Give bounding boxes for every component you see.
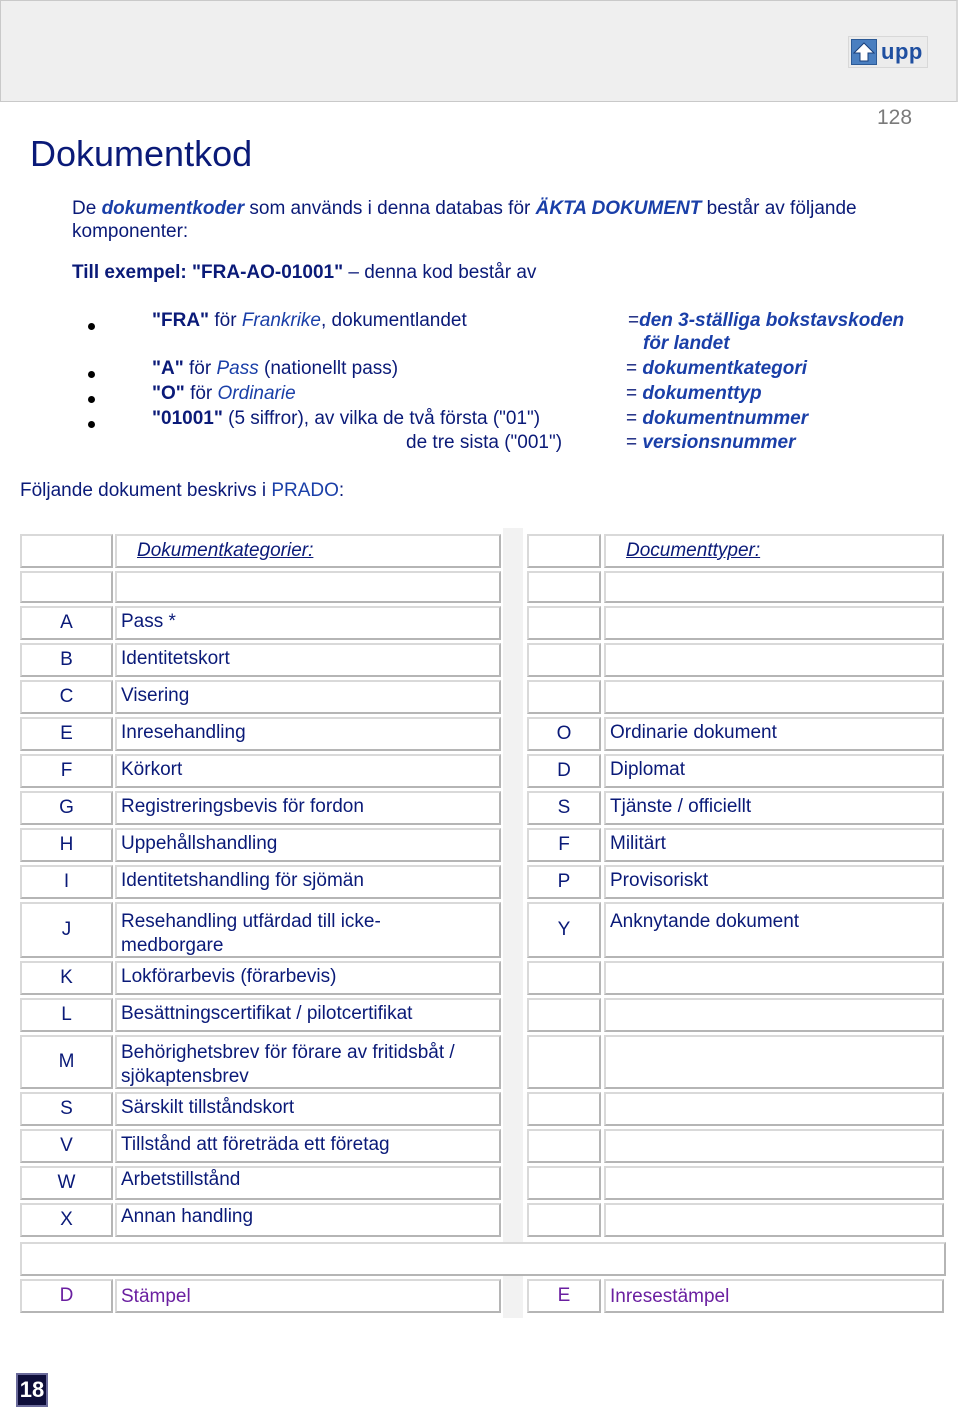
table-cell-empty [527, 680, 601, 714]
example-text: – denna kod består av [343, 262, 537, 283]
type-code: D [527, 754, 601, 788]
table-cell-empty [604, 1166, 944, 1200]
component-code: "O" [152, 383, 185, 404]
up-button-label: upp [881, 39, 923, 64]
intro-text: består av följande komponenter: [72, 198, 857, 242]
table-cell-empty [604, 1092, 944, 1126]
category-label: Resehandling utfärdad till icke-medborgare [115, 902, 501, 958]
table-cell-empty [604, 961, 944, 995]
category-label: Inresehandling [115, 717, 501, 751]
component-text: för [209, 310, 242, 331]
stamp-label: Stämpel [115, 1279, 501, 1313]
component-item [152, 383, 296, 405]
table-cell-empty [527, 998, 601, 1032]
category-label: Uppehållshandling [115, 828, 501, 862]
table-cell-empty [527, 1129, 601, 1163]
component-text: (5 siffror), av vilka de två första ("01") [222, 408, 541, 429]
page-badge: 18 [16, 1373, 48, 1407]
table-cell-empty [604, 1203, 944, 1237]
category-code: X [20, 1203, 113, 1237]
entry-stamp-code: E [527, 1279, 601, 1313]
component-meaning [626, 383, 762, 405]
example-code: Till exempel: "FRA-AO-01001" [72, 262, 344, 283]
table-cell-empty [604, 571, 944, 603]
meaning-text: dokumentkategori [642, 358, 808, 379]
category-code: A [20, 606, 113, 640]
table-cell-empty [527, 1166, 601, 1200]
table-cell-empty [527, 1035, 601, 1089]
meaning-text: dokumenttyp [642, 383, 762, 404]
intro-term: ÄKTA DOKUMENT [535, 198, 702, 219]
page-title: Dokumentkod [30, 133, 253, 174]
meaning-text: versionsnummer [642, 432, 796, 453]
component-code: "A" [152, 358, 184, 379]
component-term: Frankrike [241, 310, 321, 331]
component-term: Ordinarie [217, 383, 296, 404]
category-code: C [20, 680, 113, 714]
table-cell-empty [604, 998, 944, 1032]
type-label: Ordinarie dokument [604, 717, 944, 751]
equals-sign: = [626, 383, 643, 404]
equals-sign: = [626, 432, 643, 453]
component-meaning [626, 358, 807, 380]
component-meaning [626, 408, 808, 430]
meaning-text: den 3-ställiga bokstavskoden [639, 310, 905, 331]
component-item [152, 408, 540, 430]
prado-link[interactable]: PRADO [271, 480, 339, 501]
table-cell-empty [20, 1242, 946, 1276]
example-line [72, 262, 536, 284]
table-cell-empty [604, 1035, 944, 1089]
category-code: H [20, 828, 113, 862]
table-cell-empty [115, 571, 501, 603]
meaning-text: dokumentnummer [642, 408, 809, 429]
category-code: M [20, 1035, 113, 1089]
category-label: Identitetskort [115, 643, 501, 677]
type-label: Tjänste / officiellt [604, 791, 944, 825]
table-cell-empty [527, 961, 601, 995]
component-item [152, 310, 467, 332]
table-cell-empty [20, 534, 113, 568]
category-label: Besättningscertifikat / pilotcertifikat [115, 998, 501, 1032]
table-cell-empty [527, 571, 601, 603]
component-code: "FRA" [152, 310, 210, 331]
category-code: W [20, 1166, 113, 1200]
equals-sign: = [626, 408, 643, 429]
component-term: Pass [216, 358, 259, 379]
table-gutter [503, 528, 523, 1318]
category-code: L [20, 998, 113, 1032]
component-item [152, 358, 398, 380]
table-cell-empty [604, 1129, 944, 1163]
following-colon: : [338, 480, 345, 501]
page-number: 128 [877, 106, 913, 129]
category-code: S [20, 1092, 113, 1126]
intro-paragraph [72, 197, 942, 243]
table-cell-empty [527, 534, 601, 568]
type-label: Militärt [604, 828, 944, 862]
component-code: "01001" [152, 408, 223, 429]
following-documents-line [20, 480, 344, 502]
category-label: Registreringsbevis för fordon [115, 791, 501, 825]
component-item-continued: de tre sista ("001") [406, 432, 563, 453]
category-label: Tillstånd att företräda ett företag [115, 1129, 501, 1163]
category-code: F [20, 754, 113, 788]
stamp-code: D [20, 1279, 113, 1313]
category-label: Annan handling [115, 1203, 501, 1237]
category-code: G [20, 791, 113, 825]
category-code: V [20, 1129, 113, 1163]
arrow-up-icon [851, 39, 877, 65]
type-code: O [527, 717, 601, 751]
table-cell-empty [604, 680, 944, 714]
category-label: Körkort [115, 754, 501, 788]
category-code: K [20, 961, 113, 995]
component-meaning [628, 310, 904, 332]
following-text: Följande dokument beskrivs i [20, 480, 272, 501]
bullet-dot [88, 421, 95, 428]
bullet-dot [88, 371, 95, 378]
component-text: (nationellt pass) [258, 358, 399, 379]
category-code: E [20, 717, 113, 751]
intro-text: som används i denna databas för [244, 198, 536, 219]
equals-sign: = [626, 358, 643, 379]
table-cell-empty [527, 1203, 601, 1237]
type-label: Diplomat [604, 754, 944, 788]
bullet-dot [88, 396, 95, 403]
table-cell-empty [527, 606, 601, 640]
component-text: , dokumentlandet [321, 310, 467, 331]
category-label: Visering [115, 680, 501, 714]
table-cell-empty [527, 1092, 601, 1126]
type-label: Provisoriskt [604, 865, 944, 899]
category-label: Arbetstillstånd [115, 1166, 501, 1200]
table-cell-empty [604, 606, 944, 640]
category-label: Behörighetsbrev för förare av fritidsbåt / sjökaptensbrev [115, 1035, 501, 1089]
component-meaning-continued: för landet [643, 333, 730, 354]
bullet-dot [88, 323, 95, 330]
table-cell-empty [604, 643, 944, 677]
category-label: Lokförarbevis (förarbevis) [115, 961, 501, 995]
type-code: Y [527, 902, 601, 958]
equals-sign: = [628, 310, 640, 331]
component-meaning [626, 432, 796, 454]
types-header: Documenttyper: [604, 534, 944, 568]
table-cell-empty [20, 571, 113, 603]
type-code: S [527, 791, 601, 825]
component-text: för [184, 383, 218, 404]
intro-term: dokumentkoder [101, 198, 245, 219]
category-label: Pass * [115, 606, 501, 640]
intro-text: De [72, 198, 102, 219]
categories-header: Dokumentkategorier: [115, 534, 501, 568]
entry-stamp-label: Inresestämpel [604, 1279, 944, 1313]
category-label: Identitetshandling för sjömän [115, 865, 501, 899]
category-code: B [20, 643, 113, 677]
top-navigation-bar [0, 0, 958, 102]
category-code: J [20, 902, 113, 958]
component-text: för [183, 358, 217, 379]
category-code: I [20, 865, 113, 899]
category-label: Särskilt tillståndskort [115, 1092, 501, 1126]
type-code: P [527, 865, 601, 899]
type-code: F [527, 828, 601, 862]
table-cell-empty [527, 643, 601, 677]
up-button[interactable] [848, 36, 928, 68]
type-label: Anknytande dokument [604, 902, 944, 958]
